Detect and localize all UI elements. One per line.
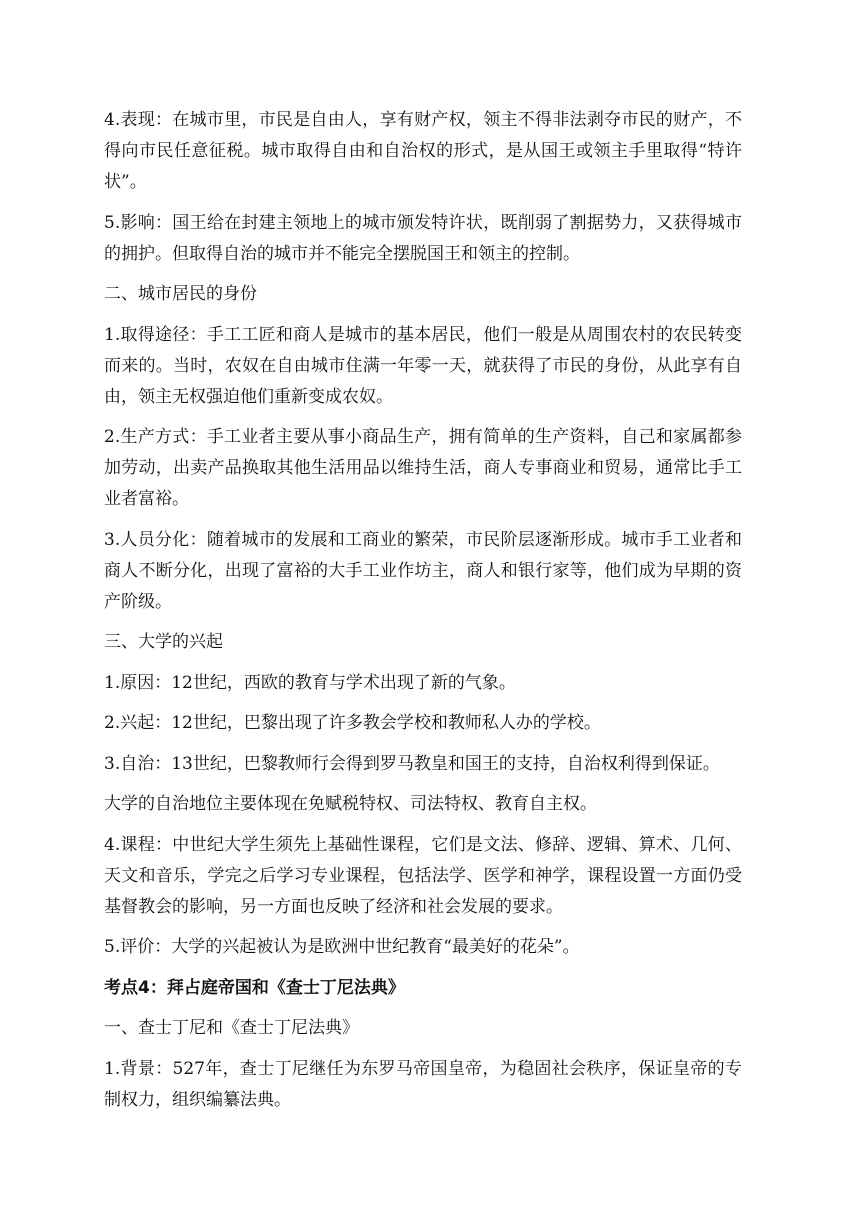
paragraph-2: 5.影响：国王给在封建主领地上的城市颁发特许状，既削弱了割据势力，又获得城市的拥护。但取得自治的城市并不能完全摆脱国王和领主的控制。 bbox=[104, 212, 742, 264]
section-heading-2: 二、城市居民的身份 bbox=[104, 284, 257, 304]
paragraph-1: 4.表现：在城市里，市民是自由人，享有财产权，领主不得非法剥夺市民的财产，不得向市民任意征税。城市取得自由和自治权的形式，是从国王或领主手里取得“特许状”。 bbox=[104, 110, 742, 192]
paragraph-4: 2.生产方式：手工业者主要从事小商品生产，拥有简单的生产资料，自己和家属都参加劳动，出卖产品换取其他生活用品以维持生活，商人专事商业和贸易，通常比手工业者富裕。 bbox=[104, 427, 742, 509]
paragraph-5: 3.人员分化：随着城市的发展和工商业的繁荣，市民阶层逐渐形成。城市手工业者和商人不断分化，出现了富裕的大手工业作坊主，商人和银行家等，他们成为早期的资产阶级。 bbox=[104, 529, 742, 612]
section-heading-1: 一、查士丁尼和《查士丁尼法典》 bbox=[104, 1018, 359, 1038]
paragraph-3: 1.取得途径：手工工匠和商人是城市的基本居民，他们一般是从周围农村的农民转变而来的。当时，农奴在自由城市住满一年零一天，就获得了市民的身份，从此享有自由，领主无权强迫他们重新变成农奴。 bbox=[104, 324, 742, 407]
section-heading-3: 三、大学的兴起 bbox=[104, 632, 223, 652]
paragraph-7: 2.兴起：12世纪，巴黎出现了许多教会学校和教师私人办的学校。 bbox=[104, 713, 601, 733]
paragraph-12: 1.背景：527年，查士丁尼继任为东罗马帝国皇帝，为稳固社会秩序，保证皇帝的专制权力，组织编纂法典。 bbox=[104, 1058, 742, 1110]
paragraph-8: 3.自治：13世纪，巴黎教师行会得到罗马教皇和国王的支持，自治权利得到保证。 bbox=[104, 753, 720, 774]
topic-heading-4: 考点4：拜占庭帝国和《查士丁尼法典》 bbox=[104, 977, 405, 998]
paragraph-10: 4.课程：中世纪大学生须先上基础性课程，它们是文法、修辞、逻辑、算术、几何、天文和音乐，学完之后学习专业课程，包括法学、医学和神学，课程设置一方面仍受基督教会的影响，另一方面也反映了经济和社会发展的要求。 bbox=[104, 834, 742, 917]
paragraph-9: 大学的自治地位主要体现在免赋税特权、司法特权、教育自主权。 bbox=[104, 794, 597, 814]
document-page bbox=[104, 105, 742, 1125]
paragraph-11: 5.评价：大学的兴起被认为是欧洲中世纪教育“最美好的花朵”。 bbox=[104, 937, 580, 957]
paragraph-6: 1.原因：12世纪，西欧的教育与学术出现了新的气象。 bbox=[104, 672, 516, 693]
